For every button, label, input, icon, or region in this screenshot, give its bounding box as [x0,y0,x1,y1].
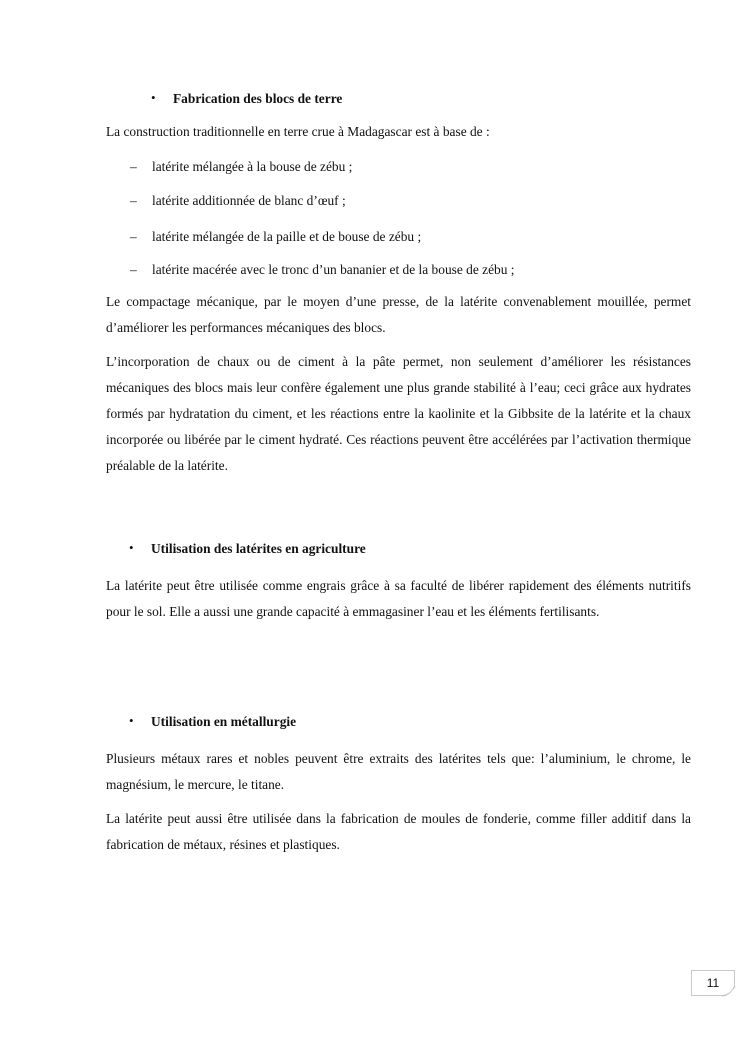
list-item [130,193,346,209]
paragraph-agriculture: La latérite peut être utilisée comme engrais grâce à sa faculté de libérer rapidement des éléments nutritifs pour le sol. Elle a aussi une grande capacité à emmagasiner l’eau et les éléments fertilisants. [106,578,691,619]
bullet-marker: • [129,713,134,728]
paragraph-compactage: Le compactage mécanique, par le moyen d’une presse, de la latérite convenablement mouillée, permet d’améliorer les performances mécaniques des blocs. [106,294,691,335]
list-item [130,159,352,175]
dash-marker: – [130,159,137,174]
section-heading-fabrication: Fabrication des blocs de terre [173,91,343,106]
list-item [130,262,514,278]
list-item-text: latérite mélangée à la bouse de zébu ; [152,159,353,174]
list-item-text: latérite additionnée de blanc d’œuf ; [152,193,346,208]
bullet-marker: • [151,90,156,105]
list-item-text: latérite macérée avec le tronc d’un bananier et de la bouse de zébu ; [152,262,515,277]
section-heading-agriculture: Utilisation des latérites en agriculture [151,541,366,556]
page-number: 11 [706,976,720,990]
paragraph-incorporation: L’incorporation de chaux ou de ciment à la pâte permet, non seulement d’améliorer les résistances mécaniques des blocs mais leur confère également une plus grande stabilité à l’eau; ceci grâce aux hydrates formés par hydratation du ciment, et les réactions entre la kaolinite et la Gibbsite de la latérite et la chaux incorporée ou libérée par le ciment hydraté. Ces réactions peuvent être accélérées par l’activation thermique préalable de la latérite. [106,354,691,473]
paragraph-metaux: Plusieurs métaux rares et nobles peuvent être extraits des latérites tels que: l’aluminium, le chrome, le magnésium, le mercure, le titane. [106,751,691,792]
intro-text: La construction traditionnelle en terre crue à Madagascar est à base de : [106,124,490,139]
dash-marker: – [130,262,137,277]
dash-marker: – [130,229,137,244]
paragraph-fonderie: La latérite peut aussi être utilisée dans la fabrication de moules de fonderie, comme filler additif dans la fabrication de métaux, résines et plastiques. [106,811,691,852]
page-curl-icon [722,986,736,997]
dash-marker: – [130,193,137,208]
list-item-text: latérite mélangée de la paille et de bouse de zébu ; [152,229,422,244]
list-item [130,229,421,245]
section-heading-metallurgie: Utilisation en métallurgie [151,714,297,729]
bullet-marker: • [129,540,134,555]
